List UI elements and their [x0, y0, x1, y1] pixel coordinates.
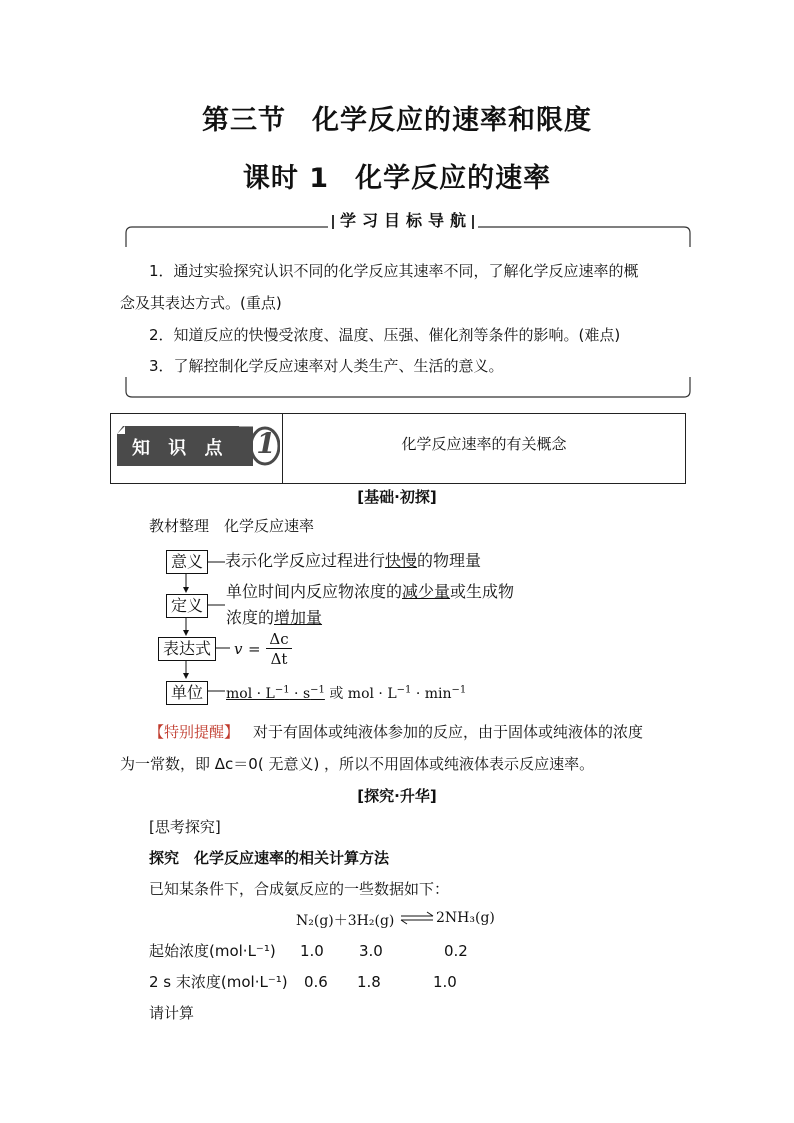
knowledge-point-number: 1 — [256, 427, 276, 460]
row-initial-label: 起始浓度(mol·L⁻¹) — [149, 942, 276, 960]
row-2s-nh3: 1.0 — [433, 973, 457, 991]
objective-2: 2．知道反应的快慢受浓度、温度、压强、催化剂等条件的影响。(难点) — [149, 326, 621, 344]
row-2s-n2: 0.6 — [304, 973, 328, 991]
equation-left: N₂(g)＋3H₂(g) — [296, 913, 395, 929]
unit-d-sup: −1 — [451, 684, 467, 696]
unit-c-text: mol · L — [347, 686, 397, 702]
knowledge-point-title: 化学反应速率的有关概念 — [401, 435, 567, 453]
flow-def-b: 或生成物 — [450, 582, 515, 601]
objectives-bar-right — [472, 215, 474, 229]
unit-a-sup: −1 — [274, 684, 290, 696]
flow-definition-line1 — [226, 581, 514, 603]
flow-box-definition: 定义 — [166, 594, 208, 618]
knowledge-point-badge-text: 知 识 点 — [132, 438, 229, 459]
flow-meaning-b: 的物理量 — [417, 551, 482, 570]
flow-unit-text — [226, 683, 466, 703]
flow-box-expression: 表达式 — [158, 637, 216, 661]
lesson-title — [0, 156, 794, 195]
expression-eq: = — [248, 640, 261, 658]
note-line1 — [149, 722, 643, 742]
lesson-title-text: 化学反应的速率 — [355, 163, 552, 194]
fraction-bar — [266, 648, 292, 649]
objectives-title — [328, 209, 478, 233]
objectives-title-text: 学习目标导航 — [339, 211, 472, 230]
section-label: 第三节 — [202, 105, 286, 136]
flow-def-u: 减少量 — [402, 582, 451, 601]
unit-a-text: mol · L — [226, 686, 275, 702]
row-initial-n2: 1.0 — [300, 942, 324, 960]
flow-meaning-a: 表示化学反应过程进行 — [225, 551, 386, 570]
thinking-intro: 已知某条件下，合成氨反应的一些数据如下： — [149, 880, 450, 898]
expression-v: v — [234, 640, 243, 658]
expression-denominator: Δt — [270, 650, 288, 668]
unit-a — [226, 686, 325, 702]
objective-1a: 1．通过实验探究认识不同的化学反应其速率不同，了解化学反应速率的概 — [149, 262, 639, 280]
unit-c — [348, 686, 466, 702]
objective-1b: 念及其表达方式。(重点) — [120, 294, 282, 312]
unit-or: 或 — [329, 686, 344, 702]
lesson-label: 课时 1 — [242, 163, 330, 194]
unit-d-text: · min — [411, 686, 452, 702]
flow-meaning-u: 快慢 — [385, 551, 418, 570]
flow-box-meaning: 意义 — [166, 550, 208, 574]
flow-def2-a: 浓度的 — [226, 608, 275, 627]
thinking-heading: [思考探究] — [149, 818, 221, 836]
expression-numerator: Δc — [269, 630, 289, 648]
row-2s-h2: 1.8 — [357, 973, 381, 991]
note-line1-text: 对于有固体或纯液体参加的反应，由于固体或纯液体的浓度 — [253, 723, 644, 741]
row-initial-nh3: 0.2 — [444, 942, 468, 960]
flow-def-a: 单位时间内反应物浓度的 — [226, 582, 403, 601]
unit-c-sup: −1 — [396, 684, 412, 696]
note-tag: 【特别提醒】 — [149, 723, 240, 741]
objectives-bar-left — [332, 215, 334, 229]
note-line2: 为一常数，即 Δc＝0( 无意义) ，所以不用固体或纯液体表示反应速率。 — [120, 755, 595, 773]
equation-right: 2NH₃(g) — [436, 910, 495, 926]
flow-box-unit: 单位 — [166, 681, 208, 705]
flow-definition-line2 — [226, 607, 322, 629]
flow-meaning-text — [225, 550, 481, 572]
equilibrium-arrow-icon — [399, 911, 435, 925]
flow-def2-u: 增加量 — [274, 608, 323, 627]
row-2s-label: 2 s 末浓度(mol·L⁻¹) — [149, 973, 288, 991]
unit-b-text: · s — [289, 686, 311, 702]
tag-explore: [探究·升华] — [357, 787, 437, 805]
unit-b-sup: −1 — [310, 684, 325, 696]
explore-title: 探究 化学反应速率的相关计算方法 — [149, 849, 390, 867]
objective-3: 3．了解控制化学反应速率对人类生产、生活的意义。 — [149, 357, 504, 375]
section-title — [0, 98, 794, 137]
row-initial-h2: 3.0 — [359, 942, 383, 960]
section-title-text: 化学反应的速率和限度 — [312, 105, 592, 136]
ask-text: 请计算 — [149, 1004, 195, 1022]
tag-basic: [基础·初探] — [357, 488, 437, 506]
material-heading: 教材整理 化学反应速率 — [149, 517, 315, 535]
